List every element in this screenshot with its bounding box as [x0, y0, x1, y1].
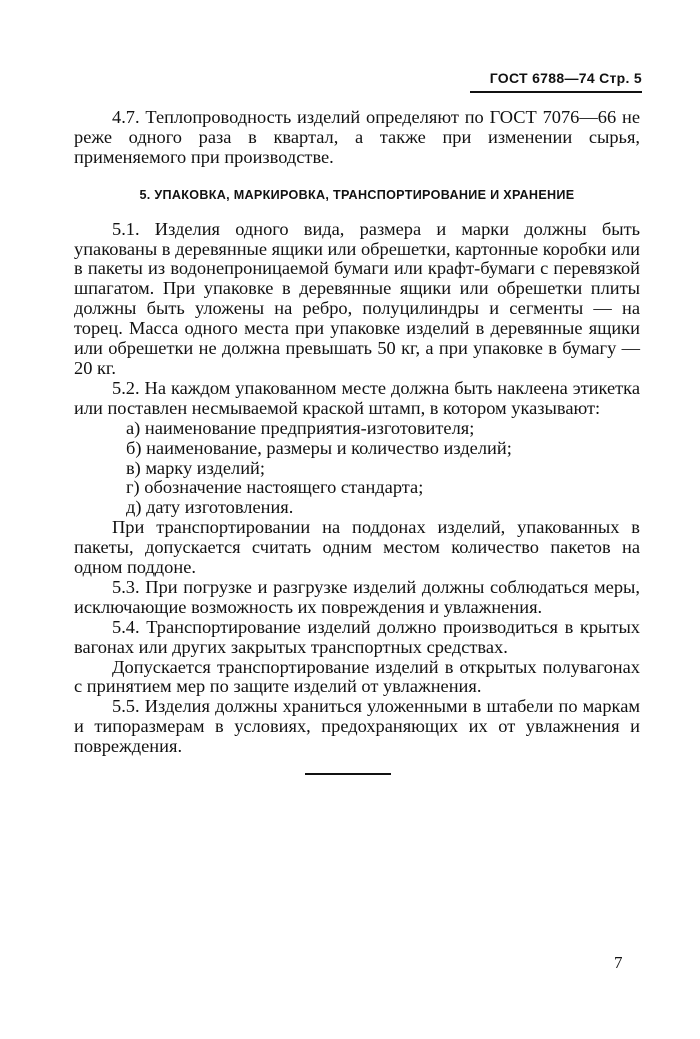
list-item-a: а) наименование предприятия-изготовителя;: [126, 417, 475, 438]
list-item-b: б) наименование, размеры и количество изделий;: [126, 437, 512, 458]
paragraph-5-5: 5.5. Изделия должны храниться уложенными в штабели по маркам и типоразмерам в условиях, предохраняющих их от увлажнения и повреждения.: [74, 696, 640, 757]
end-rule: [305, 773, 391, 775]
running-header: ГОСТ 6788—74 Стр. 5: [489, 70, 642, 86]
header-rule: [470, 91, 642, 93]
paragraph-4-7: 4.7. Теплопроводность изделий определяют по ГОСТ 7076—66 не реже одного раза в квартал, а также при изменении сырья, применяемого при производстве.: [74, 107, 640, 167]
paragraph-5-2: 5.2. На каждом упакованном месте должна быть наклеена этикетка или поставлен несмываемой краской штамп, в котором указывают:: [74, 377, 640, 418]
list-item-g: г) обозначение настоящего стандарта;: [126, 477, 424, 498]
section-title: 5. УПАКОВКА, МАРКИРОВКА, ТРАНСПОРТИРОВАНИЕ И ХРАНЕНИЕ: [139, 187, 575, 202]
list-item-d: д) дату изготовления.: [126, 497, 294, 518]
list-item-v: в) марку изделий;: [126, 457, 266, 478]
paragraph-5-4: 5.4. Транспортирование изделий должно производиться в крытых вагонах или других закрытых транспортных средствах.: [74, 616, 640, 657]
paragraph-5-1: 5.1. Изделия одного вида, размера и марки должны быть упакованы в деревянные ящики или обрешетки, картонные коробки или в пакеты из водонепроницаемой бумаги или крафт-бумаги с перевязкой шпагатом. При упаковке в деревянные ящики или обрешетки плиты должны быть уложены на ребро, полуцилиндры и сегменты — на торец. Масса одного места при упаковке изделий в деревянные ящики или обрешетки не должна превышать 50 кг, а при упаковке в бумагу — 20 кг.: [74, 218, 640, 378]
paragraph-5-3: 5.3. При погрузке и разгрузке изделий должны соблюдаться меры, исключающие возможность их повреждения и увлажнения.: [74, 576, 640, 617]
document-body: [74, 108, 640, 757]
paragraph-5-4-open-wagons: Допускается транспортирование изделий в открытых полувагонах с принятием мер по защите изделий от увлажнения.: [74, 656, 640, 697]
paragraph-5-2-pallets: При транспортировании на поддонах изделий, упакованных в пакеты, допускается считать одним местом количество пакетов на одном поддоне.: [74, 517, 640, 578]
page-number: 7: [614, 953, 623, 972]
